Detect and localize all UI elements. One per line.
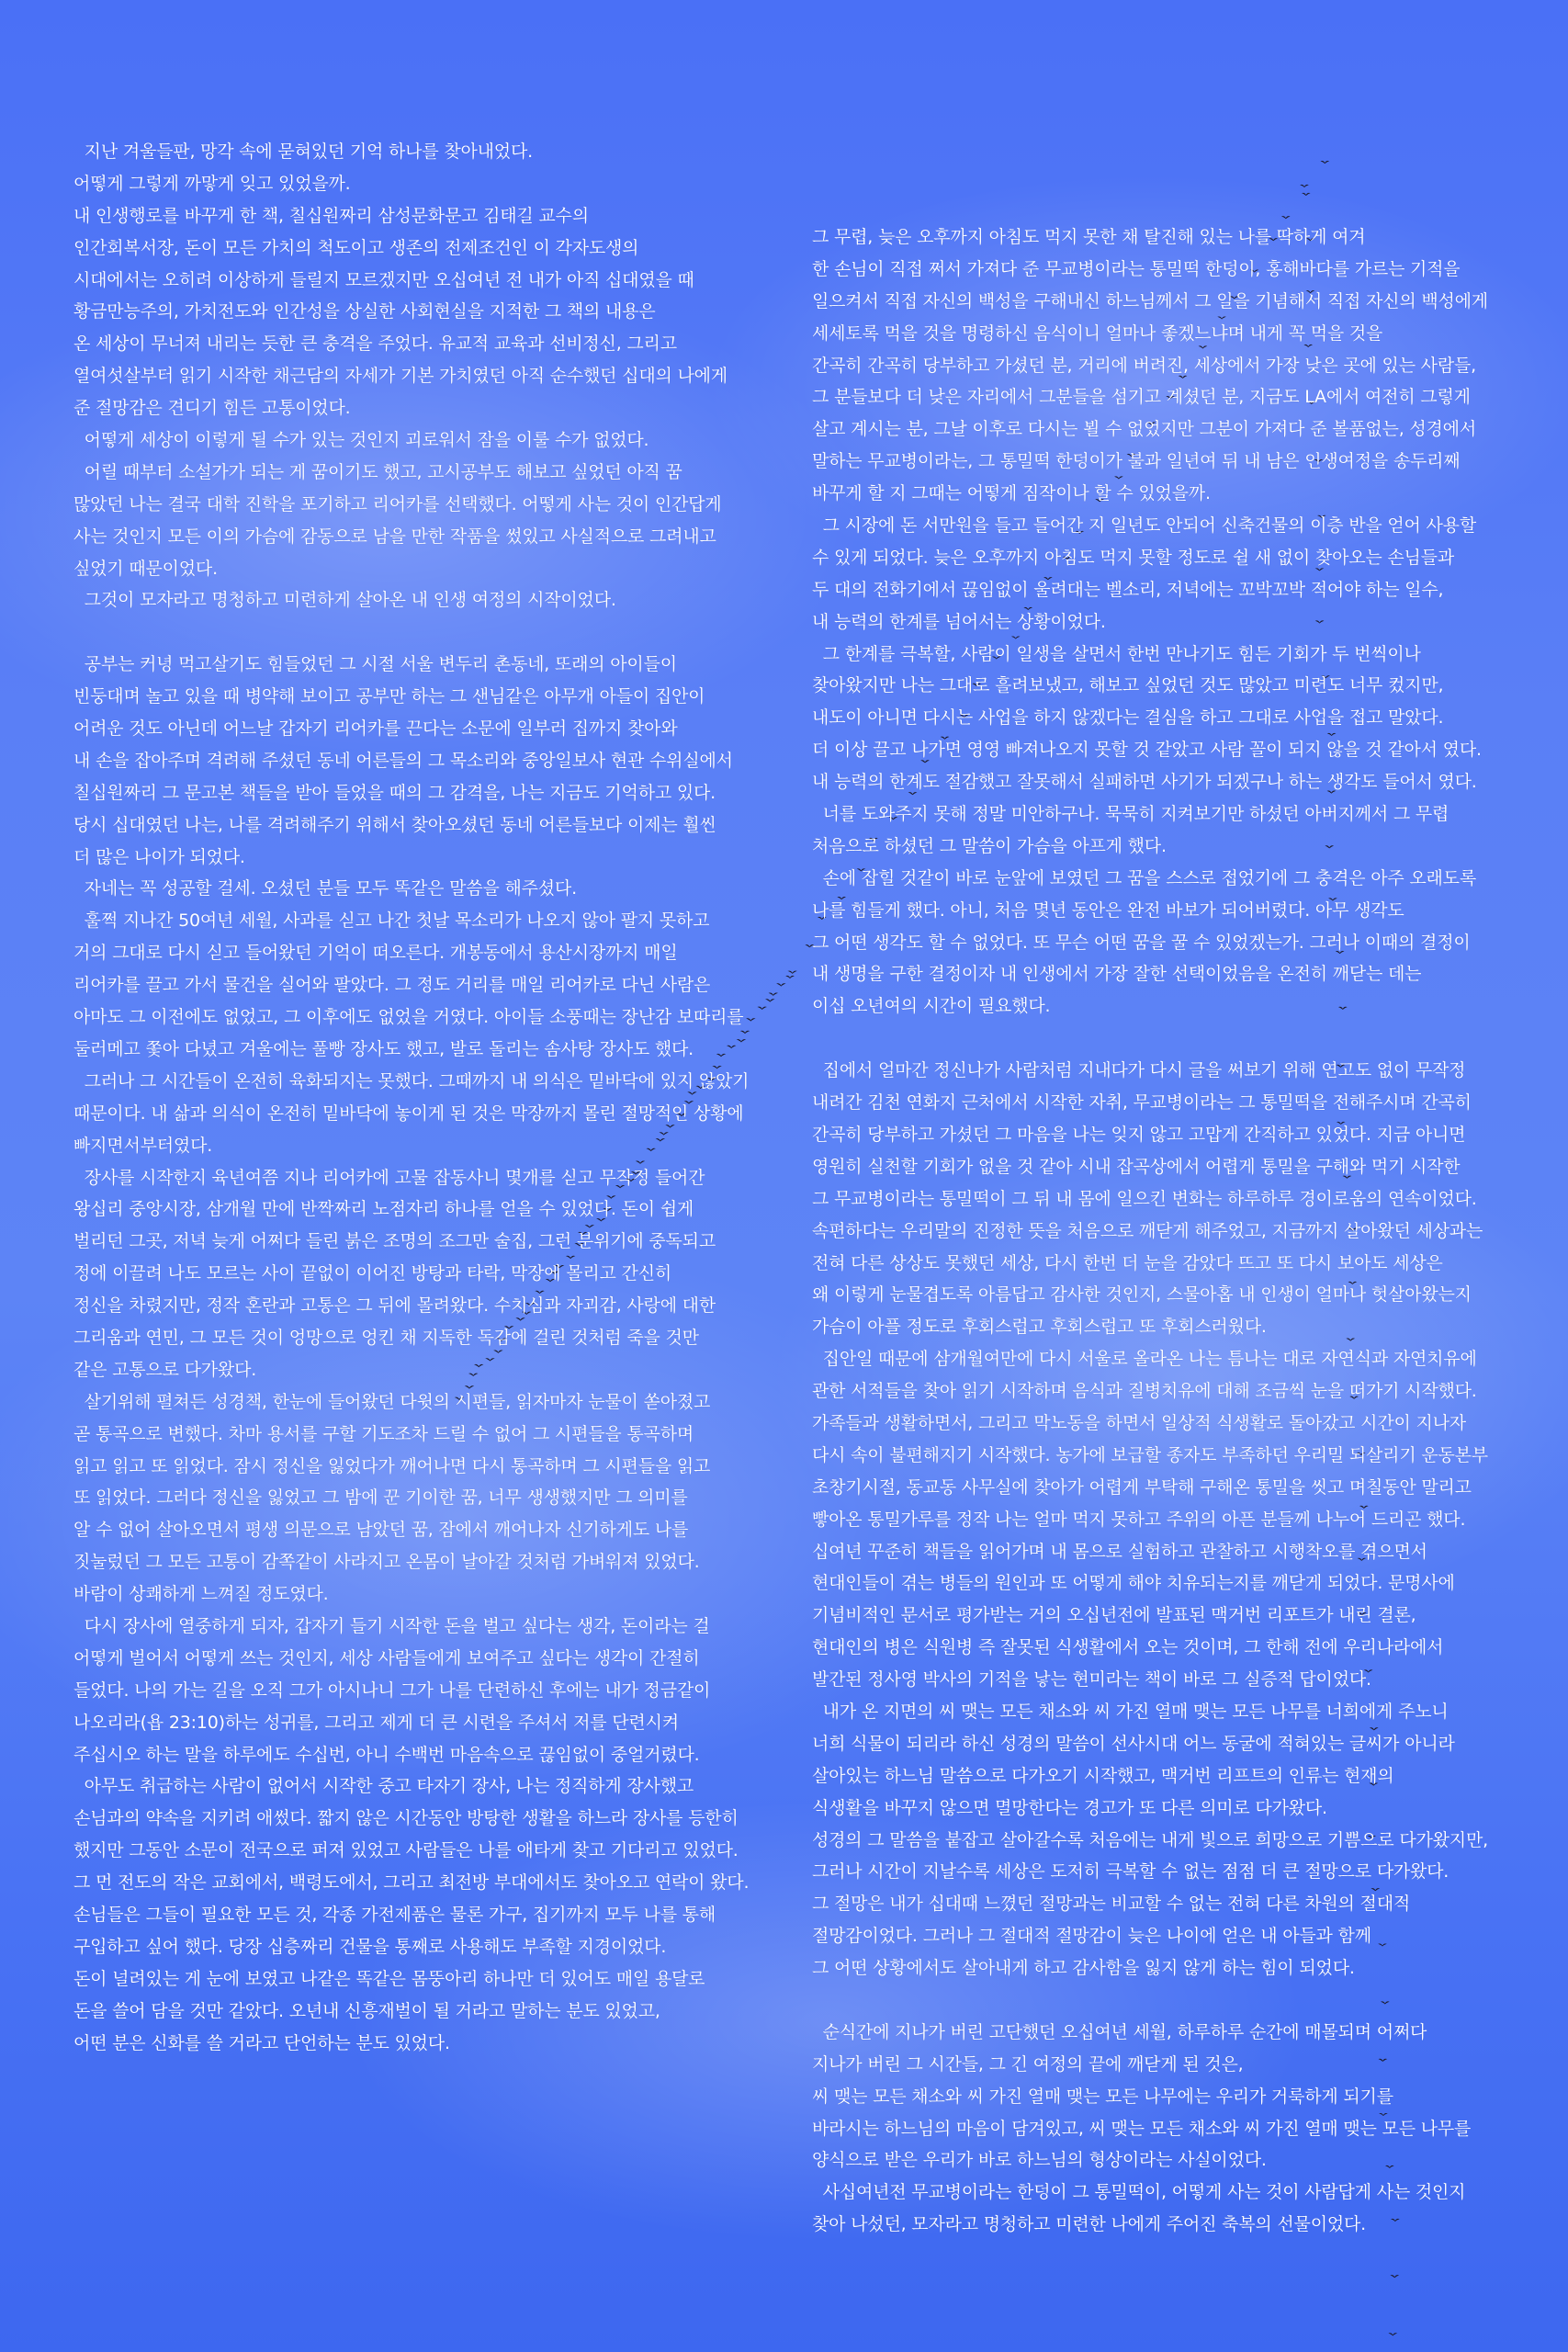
text-line: 식생활을 바꾸지 않으면 멸망한다는 경고가 또 다른 의미로 다가왔다.	[812, 1797, 1327, 1818]
text-line: 나를 힘들게 했다. 아니, 처음 몇년 동안은 완전 바보가 되어버렸다. 아무 생각도	[812, 899, 1404, 921]
text-line: 들었다. 나의 가는 길을 오직 그가 아시나니 그가 나를 단련하신 후에는 내가 정금같이	[73, 1679, 711, 1701]
text-line: 내도이 아니면 다시는 사업을 하지 않겠다는 결심을 하고 그대로 사업을 접고 말았다.	[812, 707, 1444, 729]
text-line: 나오리라(욥 23:10)하는 성귀를, 그리고 제게 더 큰 시련을 주셔서 저를 단련시켜	[73, 1712, 679, 1733]
text-line: 벌리던 그곳, 저녁 늦게 어쩌다 들린 붉은 조명의 조그만 술집, 그런 분위기에 중독되고	[73, 1231, 716, 1252]
text-line: 바람이 상쾌하게 느껴질 정도였다.	[73, 1584, 329, 1605]
text-line: 가슴이 아플 정도로 후회스럽고 후회스럽고 또 후회스러웠다.	[812, 1317, 1267, 1338]
text-line: 어떻게 벌어서 어떻게 쓰는 것인지, 세상 사람들에게 보여주고 싶다는 생각이 간절히	[73, 1647, 700, 1668]
text-line: 내가 온 지면의 씨 맺는 모든 채소와 씨 가진 열매 맺는 모든 나무를 너희에게 주노니	[812, 1701, 1449, 1722]
text-line: 짓눌렀던 그 모든 고통이 감쪽같이 사라지고 온몸이 날아갈 것처럼 가벼워져 있었다.	[73, 1552, 700, 1573]
text-line: 한 손님이 직접 쩌서 가져다 준 무교병이라는 통밀떡 한덩이, 홍해바다를 가르는 기적을	[812, 258, 1461, 279]
text-line: 내 손을 잡아주며 격려해 주셨던 동네 어른들의 그 목소리와 중앙일보사 현관 수위실에서	[73, 750, 733, 771]
text-line: 아마도 그 이전에도 없었고, 그 이후에도 없었을 거였다. 아이들 소풍때는 장난감 보따리를	[73, 1007, 744, 1028]
text-line: 시대에서는 오히려 이상하게 들릴지 모르겠지만 오십여년 전 내가 아직 십대였을 때	[73, 269, 694, 290]
text-line: 양식으로 받은 우리가 바로 하느님의 형상이라는 사실이었다.	[812, 2150, 1267, 2171]
text-line: 가족들과 생활하면서, 그리고 막노동을 하면서 일상적 식생활로 돌아갔고 시간이 지나자	[812, 1412, 1466, 1433]
text-line: 집에서 얼마간 정신나가 사람처럼 지내다가 다시 글을 써보기 위해 연고도 없이 무작정	[812, 1060, 1466, 1081]
text-line	[73, 616, 749, 649]
bird-icon	[765, 999, 774, 1001]
text-line: 손님들은 그들이 필요한 모든 것, 각종 가전제품은 물론 가구, 집기까지 모두 나를 통해	[73, 1904, 716, 1925]
text-line: 또 읽었다. 그러다 정신을 잃었고 그 밤에 꾼 기이한 꿈, 너무 생생했지만 그 의미를	[73, 1487, 688, 1509]
text-line: 그 무렵, 늦은 오후까지 아침도 먹지 못한 채 탈진해 있는 나를 딱하게 여겨	[812, 227, 1366, 247]
bird-icon	[757, 1007, 766, 1010]
text-line: 바라시는 하느님의 마음이 담겨있고, 씨 맺는 모든 채소와 씨 가진 열매 맺는 모든 나무를	[812, 2118, 1472, 2139]
bird-icon	[1300, 185, 1309, 187]
text-line: 그러나 그 시간들이 온전히 육화되지는 못했다. 그때까지 내 의식은 밑바닥에 있지 않았기	[73, 1070, 750, 1091]
text-line: 너희 식물이 되리라 하신 성경의 말씀이 선사시대 어느 동굴에 적혀있는 글씨가 아니라	[812, 1733, 1455, 1754]
text-line: 장사를 시작한지 육년여쯤 지나 리어카에 고물 잡동사니 몇개를 싣고 무작정 들어간	[73, 1167, 705, 1188]
text-line: 돈을 쓸어 담을 것만 같았다. 오년내 신흥재벌이 될 거라고 말하는 분도 있었고,	[73, 2000, 660, 2021]
text-line: 돈이 널려있는 게 눈에 보였고 나같은 똑같은 몸뚱아리 하나만 더 있어도 매일 용달로	[73, 1968, 705, 1989]
text-line: 훌쩍 지나간 50여년 세월, 사과를 싣고 나간 첫날 목소리가 나오지 않아 팔지 못하고	[73, 910, 710, 932]
text-line: 간곡히 당부하고 가셨던 그 마음을 나는 잊지 않고 고맙게 간직하고 있었다. 지금 아니면	[812, 1124, 1466, 1145]
text-line: 곧 통곡으로 변했다. 차마 용서를 구할 기도조차 드릴 수 없어 그 시편들을 통곡하며	[73, 1423, 694, 1444]
text-line: 어릴 때부터 소설가가 되는 게 꿈이기도 했고, 고시공부도 해보고 싶었던 아직 꿈	[73, 461, 682, 482]
text-line: 지난 겨울들판, 망각 속에 묻혀있던 기억 하나를 찾아내었다.	[73, 141, 533, 162]
text-line: 내 능력의 한계도 절감했고 잘못해서 실패하면 사기가 되겠구나 하는 생각도 들어서 였다.	[812, 772, 1477, 793]
text-line: 다시 속이 불편해지기 시작했다. 농가에 보급할 종자도 부족하던 우리밀 되살리기 운동본부	[812, 1444, 1488, 1465]
text-line: 순식간에 지나가 버린 고단했던 오십여년 세월, 하루하루 순간에 매몰되며 어쩌다	[812, 2021, 1427, 2042]
text-line: 말하는 무교병이라는, 그 통밀떡 한덩이가 불과 일년여 뒤 내 남은 인생여정을 송두리째	[812, 451, 1461, 472]
text-line: 정신을 차렸지만, 정작 혼란과 고통은 그 뒤에 몰려왔다. 수치심과 자괴감, 사랑에 대한	[73, 1295, 716, 1317]
text-line: 그 먼 전도의 작은 교회에서, 백령도에서, 그리고 최전방 부대에서도 찾아오고 연락이 왔다.	[73, 1872, 750, 1894]
bird-icon	[785, 976, 795, 978]
text-line: 거의 그대로 다시 싣고 들어왔던 기억이 떠오른다. 개봉동에서 용산시장까지 매일	[73, 943, 678, 964]
text-line: 살기위해 펼쳐든 성경책, 한눈에 들어왔던 다윗의 시편들, 읽자마자 눈물이 쏟아졌고	[73, 1391, 711, 1412]
text-line: 현대인들이 겪는 병들의 원인과 또 어떻게 해야 치유되는지를 깨닫게 되었다. 문명사에	[812, 1573, 1455, 1594]
text-line: 그 어떤 상황에서도 살아내게 하고 감사함을 잃지 않게 하는 힘이 되었다.	[812, 1958, 1355, 1979]
text-line	[812, 1984, 1488, 2017]
text-line: 어려운 것도 아닌데 어느날 갑자기 리어카를 끈다는 소문에 일부러 집까지 찾아와	[73, 718, 678, 740]
text-line: 같은 고통으로 다가왔다.	[73, 1359, 257, 1380]
text-line: 관한 서적들을 찾아 읽기 시작하며 음식과 질병치유에 대해 조금씩 눈을 떠가기 시작했다.	[812, 1381, 1477, 1402]
bird-icon	[1388, 2333, 1397, 2335]
bird-icon	[1390, 2275, 1399, 2278]
text-line: 읽고 읽고 또 읽었다. 잠시 정신을 잃었다가 깨어나면 다시 통곡하며 그 시편들을 읽고	[73, 1455, 711, 1476]
text-line: 내려간 김천 연화지 근처에서 시작한 자취, 무교병이라는 그 통밀떡을 전해주시며 간곡히	[812, 1092, 1472, 1114]
text-line: 빠지면서부터였다.	[73, 1135, 213, 1156]
text-line: 일으켜서 직접 자신의 백성을 구해내신 하느님께서 그 일을 기념해서 직접 자신의 백성에게	[812, 290, 1488, 311]
text-line: 많았던 나는 결국 대학 진학을 포기하고 리어카를 선택했다. 어떻게 사는 것이 인간답게	[73, 493, 722, 514]
text-line: 손에 잡힐 것같이 바로 눈앞에 보였던 그 꿈을 스스로 접었기에 그 충격은 아주 오래도록	[812, 867, 1476, 888]
text-line: 손님과의 약속을 지키려 애썼다. 짧지 않은 시간동안 방탕한 생활을 하느라 장사를 등한히	[73, 1808, 739, 1829]
text-line: 그 시장에 돈 서만원을 들고 들어간 지 일년도 안되어 신축건물의 이층 반을 얻어 사용할	[812, 515, 1476, 537]
text-line: 인간회복서장, 돈이 모든 가치의 척도이고 생존의 전제조건인 이 각자도생의	[73, 237, 639, 258]
text-line: 내 생명을 구한 결정이자 내 인생에서 가장 잘한 선택이었음을 온전히 깨닫는 데는	[812, 964, 1422, 985]
text-line: 칠십원짜리 그 문고본 책들을 받아 들었을 때의 그 감격을, 나는 지금도 기억하고 있다.	[73, 782, 716, 803]
text-line: 찾아왔지만 나는 그대로 흘려보냈고, 해보고 싶었던 것도 많았고 미련도 너무 컸지만,	[812, 675, 1444, 696]
text-line: 당시 십대였던 나는, 나를 격려해주기 위해서 찾아오셨던 동네 어른들보다 이제는 훨씬	[73, 814, 716, 835]
text-line: 싶었기 때문이었다.	[73, 558, 218, 579]
text-line: 지나가 버린 그 시간들, 그 긴 여정의 끝에 깨닫게 된 것은,	[812, 2053, 1244, 2075]
text-line: 이십 오년여의 시간이 필요했다.	[812, 996, 1051, 1017]
text-line: 알 수 없어 살아오면서 평생 의문으로 남았던 꿈, 잠에서 깨어나자 신기하게도 나를	[73, 1520, 689, 1541]
text-line: 씨 맺는 모든 채소와 씨 가진 열매 맺는 모든 나무에는 우리가 거룩하게 되기를	[812, 2086, 1393, 2107]
text-line: 찾아 나섰던, 모자라고 명청하고 미련한 나에게 주어진 축복의 선물이었다.	[812, 2214, 1367, 2235]
text-line: 구입하고 싶어 했다. 당장 십층짜리 건물을 통째로 사용해도 부족할 지경이었다.	[73, 1936, 667, 1957]
text-line: 절망감이었다. 그러나 그 절대적 절망감이 늦은 나이에 얻은 내 아들과 함께	[812, 1926, 1371, 1947]
text-line: 정에 이끌려 나도 모르는 사이 끝없이 이어진 방탕과 타락, 막장에 몰리고 간신히	[73, 1263, 672, 1284]
text-line: 그 어떤 생각도 할 수 없었다. 또 무슨 어떤 꿈을 꿀 수 있었겠는가. 그러나 이때의 결정이	[812, 932, 1471, 953]
text-line: 자네는 꼭 성공할 걸세. 오셨던 분들 모두 똑같은 말씀을 해주셨다.	[73, 878, 577, 899]
text-line: 현대인의 병은 식원병 즉 잘못된 식생활에서 오는 것이며, 그 한해 전에 우리나라에서	[812, 1637, 1444, 1658]
text-line: 공부는 커녕 먹고살기도 힘들었던 그 시절 서울 변두리 촌동네, 또래의 아이들이	[73, 654, 677, 675]
text-line: 황금만능주의, 가치전도와 인간성을 상실한 사회현실을 지적한 그 책의 내용은	[73, 301, 656, 322]
text-line: 기념비적인 문서로 평가받는 거의 오십년전에 발표된 맥거번 리포트가 내린 결론,	[812, 1605, 1416, 1626]
text-line: 사십여년전 무교병이라는 한덩이 그 통밀떡이, 어떻게 사는 것이 사람답게 사는 것인지	[812, 2182, 1466, 2203]
text-line: 더 이상 끌고 나가면 영영 빠져나오지 못할 것 같았고 사람 꼴이 되지 않을 것 같아서 였다.	[812, 740, 1482, 761]
text-line: 처음으로 하셨던 그 말씀이 가슴을 아프게 했다.	[812, 835, 1167, 856]
text-line: 어떤 분은 신화를 쓸 거라고 단언하는 분도 있었다.	[73, 2032, 450, 2053]
right-text-column	[812, 221, 1488, 2241]
text-line: 세세토록 먹을 것을 명령하신 음식이니 얼마나 좋겠느냐며 내게 꼭 먹을 것을	[812, 322, 1383, 344]
text-line: 온 세상이 무너져 내리는 듯한 큰 충격을 주었다. 유교적 교육과 선비정신, 그리고	[73, 334, 677, 355]
text-line: 어떻게 그렇게 까맣게 잊고 있었을까.	[73, 173, 351, 194]
text-line: 왕십리 중앙시장, 삼개월 만에 반짝짜리 노점자리 하나를 얻을 수 있었다. 돈이 쉽게	[73, 1199, 694, 1220]
text-line: 두 대의 전화기에서 끊임없이 울려대는 벨소리, 저녁에는 꼬박꼬박 적어야 하는 일수,	[812, 579, 1444, 600]
bird-icon	[1320, 161, 1329, 164]
text-line: 더 많은 나이가 되었다.	[73, 846, 245, 867]
text-line: 전혀 다른 상상도 못했던 세상, 다시 한번 더 눈을 감았다 뜨고 또 다시 보아도 세상은	[812, 1252, 1443, 1273]
text-line: 둘러메고 쫓아 다녔고 겨울에는 풀빵 장사도 했고, 발로 돌리는 솜사탕 장사도 했다.	[73, 1038, 694, 1059]
text-line: 십여년 꾸준히 책들을 읽어가며 내 몸으로 실험하고 관찰하고 시행착오를 겪으면서	[812, 1541, 1427, 1562]
text-line: 속편하다는 우리말의 진정한 뜻을 처음으로 깨닫게 해주었고, 지금까지 살아왔던 세상과는	[812, 1220, 1483, 1241]
bird-icon	[769, 993, 778, 996]
text-line: 열여섯살부터 읽기 시작한 채근담의 자세가 기본 가치였던 아직 순수했던 십대의 나에게	[73, 366, 728, 387]
left-text-column	[73, 136, 749, 2059]
text-line: 그 분들보다 더 낮은 자리에서 그분들을 섬기고 계셨던 분, 지금도 LA에서 여전히 그렇게	[812, 387, 1471, 408]
text-line: 너를 도와주지 못해 정말 미안하구나. 묵묵히 지켜보기만 하셨던 아버지께서 그 무렵	[812, 804, 1450, 825]
text-line: 살아있는 하느님 말씀으로 다가오기 시작했고, 맥거번 리프트의 인류는 현재의	[812, 1765, 1394, 1786]
bird-icon	[776, 983, 785, 986]
text-line: 그리움과 연민, 그 모든 것이 엉망으로 엉킨 채 지독한 독감에 걸린 것처럼 죽을 것만	[73, 1327, 699, 1348]
text-line: 리어카를 끌고 가서 물건을 실어와 팔았다. 그 정도 거리를 매일 리어카로 다닌 사람은	[73, 975, 711, 996]
text-line: 왜 이렇게 눈물겹도록 아름답고 감사한 것인지, 스물아홉 내 인생이 얼마나 헛살아왔는지	[812, 1284, 1472, 1306]
text-line: 그러나 시간이 지날수록 세상은 도저히 극복할 수 없는 점점 더 큰 절망으로 다가왔다.	[812, 1861, 1450, 1883]
text-line: 그것이 모자라고 명청하고 미련하게 살아온 내 인생 여정의 시작이었다.	[73, 590, 616, 611]
text-line: 영원히 실천할 기회가 없을 것 같아 시내 잡곡상에서 어렵게 통밀을 구해와 먹기 시작한	[812, 1156, 1461, 1177]
text-line: 아무도 취급하는 사람이 없어서 시작한 중고 타자기 장사, 나는 정직하게 장사했고	[73, 1776, 694, 1797]
text-line: 사는 것인지 모든 이의 가슴에 감동으로 남을 만한 작품을 썼있고 사실적으로 그려내고	[73, 526, 716, 547]
text-line: 준 절망감은 견디기 힘든 고통이었다.	[73, 398, 351, 419]
text-line: 빈둥대며 놀고 있을 때 병약해 보이고 공부만 하는 그 샌님같은 아무개 아들이 집안이	[73, 686, 705, 707]
text-line: 바꾸게 할 지 그때는 어떻게 짐작이나 할 수 있었을까.	[812, 483, 1211, 504]
text-line: 때문이다. 내 삶과 의식이 온전히 밑바닥에 놓이게 된 것은 막장까지 몰린 절망적인 상황에	[73, 1102, 744, 1124]
text-line: 그 절망은 내가 십대때 느꼈던 절망과는 비교할 수 없는 전혀 다른 차원의 절대적	[812, 1894, 1411, 1915]
text-line: 초창기시절, 동교동 사무실에 찾아가 어렵게 부탁해 구해온 통밀을 씻고 며칠동안 말리고	[812, 1476, 1472, 1498]
text-line: 빻아온 통밀가루를 정작 나는 얼마 먹지 못하고 주위의 아픈 분들께 나누어 드리곤 했다.	[812, 1509, 1466, 1530]
text-line: 그 무교병이라는 통밀떡이 그 뒤 내 몸에 일으킨 변화는 하루하루 경이로움의 연속이었다.	[812, 1188, 1477, 1209]
text-line: 어떻게 세상이 이렇게 될 수가 있는 것인지 괴로워서 잠을 이룰 수가 없었다.	[73, 430, 649, 451]
text-line: 했지만 그동안 소문이 전국으로 퍼져 있었고 사람들은 나를 애타게 찾고 기다리고 있었다.	[73, 1840, 739, 1861]
text-line: 내 인생행로를 바꾸게 한 책, 칠십원짜리 삼성문화문고 김태길 교수의	[73, 205, 589, 226]
text-line: 다시 장사에 열중하게 되자, 갑자기 들기 시작한 돈을 벌고 싶다는 생각, 돈이라는 걸	[73, 1615, 710, 1636]
text-line: 수 있게 되었다. 늦은 오후까지 아침도 먹지 못할 정도로 쉴 새 없이 찾아오는 손님들과	[812, 547, 1454, 568]
text-line: 집안일 때문에 삼개월여만에 다시 서울로 올라온 나는 틈나는 대로 자연식과 자연치유에	[812, 1349, 1477, 1370]
text-line: 간곡히 간곡히 당부하고 가셨던 분, 거리에 버려진, 세상에서 가장 낮은 곳에 있는 사람들,	[812, 355, 1476, 376]
text-line: 주십시오 하는 말을 하루에도 수십번, 아니 수백번 마음속으로 끊임없이 중얼거렸다.	[73, 1744, 700, 1765]
text-line	[812, 1023, 1488, 1055]
bird-icon	[787, 971, 796, 974]
text-line: 내 능력의 한계를 넘어서는 상황이었다.	[812, 611, 1106, 632]
text-line: 그 한계를 극복할, 사람이 일생을 살면서 한번 만나기도 힘든 기회가 두 번씩이나	[812, 643, 1421, 664]
text-line: 발간된 정사영 박사의 기적을 낳는 현미라는 책이 바로 그 실증적 답이었다.	[812, 1669, 1371, 1690]
text-line: 성경의 그 말씀을 붙잡고 살아갈수록 처음에는 내게 빛으로 희망으로 기쁨으로 다가왔지만,	[812, 1829, 1488, 1850]
text-line: 살고 계시는 분, 그날 이후로 다시는 뵐 수 없었지만 그분이 가져다 준 볼품없는, 성경에서	[812, 419, 1476, 440]
